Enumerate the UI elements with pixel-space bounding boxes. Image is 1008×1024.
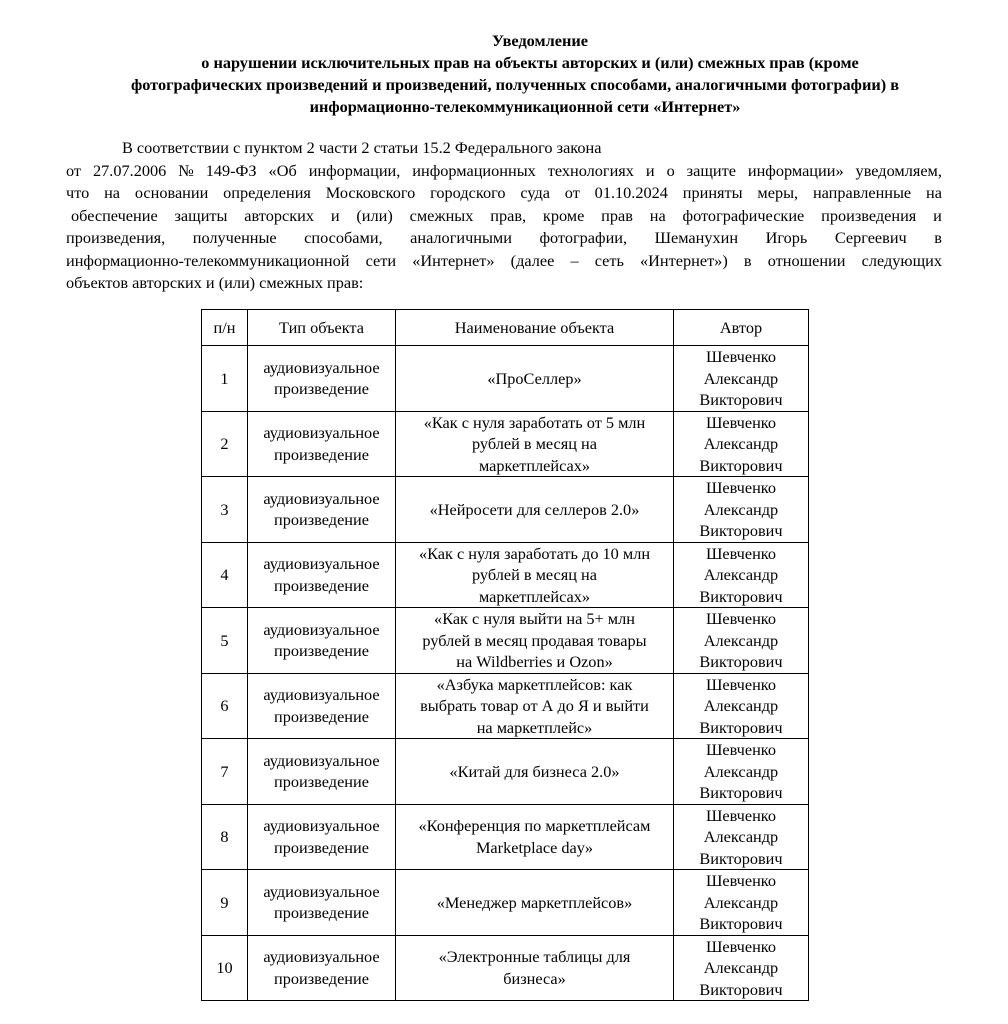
- intro-word: фотографические: [682, 205, 805, 225]
- notice-title-heading: Уведомление: [492, 31, 588, 50]
- intro-word: –: [570, 250, 579, 270]
- object-type-cell-line: произведение: [274, 706, 369, 726]
- object-name-cell: [396, 804, 674, 870]
- intro-word: 27.07.2006: [93, 160, 167, 180]
- author-cell-line: Викторович: [699, 914, 783, 933]
- intro-word: информационно-телекоммуникационной: [66, 250, 350, 270]
- row-number: 2: [202, 411, 248, 477]
- object-name-cell-line: «Китай для бизнеса 2.0»: [449, 761, 620, 781]
- object-name-cell-line: «ПроСеллер»: [487, 368, 582, 388]
- object-name-cell-line: «Как с нуля выйти на 5+ млн: [434, 609, 635, 628]
- intro-word: 149-ФЗ: [205, 160, 257, 180]
- intro-word: авторских: [244, 205, 314, 225]
- intro-word: Шеманухин: [654, 228, 739, 247]
- object-name-cell-line: рублей в месяц на: [472, 434, 597, 453]
- object-name-cell-line: «Менеджер маркетплейсов»: [436, 892, 633, 912]
- intro-word: в: [934, 228, 942, 247]
- object-type-cell-line: произведение: [274, 772, 369, 792]
- object-type-cell: [248, 477, 396, 543]
- object-name-cell: [396, 411, 674, 477]
- row-number: 5: [202, 608, 248, 674]
- intro-word: что: [66, 183, 90, 202]
- author-cell-line: Шевченко: [705, 871, 777, 890]
- author-cell-line: Александр: [703, 368, 779, 388]
- object-type-cell: [248, 346, 396, 412]
- author-cell: [674, 477, 809, 543]
- object-name-cell: [396, 346, 674, 412]
- intro-word: о: [666, 160, 675, 180]
- author-cell-line: Шевченко: [705, 936, 777, 956]
- table-row: [202, 935, 809, 1001]
- object-type-cell-line: произведение: [274, 837, 369, 857]
- object-type-cell-line: аудиовизуальное: [263, 816, 380, 836]
- object-name-cell-line: «Конференция по маркетплейсам: [418, 816, 651, 836]
- object-type-cell: [248, 673, 396, 739]
- object-name-cell-line: «Как с нуля заработать до 10 млн: [418, 543, 651, 563]
- header-object-type: Тип объекта: [248, 310, 396, 346]
- object-name-cell: [396, 477, 674, 543]
- intro-word: следующих: [861, 250, 942, 270]
- author-cell-line: Викторович: [699, 390, 783, 409]
- table-row: [202, 870, 809, 936]
- intro-word: прав: [601, 205, 633, 225]
- header-object-name: Наименование объекта: [396, 310, 674, 346]
- intro-word: «Об: [268, 160, 297, 180]
- intro-word: №: [178, 160, 194, 180]
- intro-word: 01.10.2024: [594, 183, 668, 202]
- author-cell-line: Викторович: [699, 979, 783, 999]
- row-number: 3: [202, 477, 248, 543]
- author-cell-line: Шевченко: [705, 609, 777, 628]
- object-name-cell: [396, 870, 674, 936]
- intro-word: меры,: [757, 183, 799, 202]
- intro-word: в: [743, 250, 752, 270]
- intro-line: [66, 250, 942, 273]
- row-number: 8: [202, 804, 248, 870]
- notice-title-line: о нарушении исключительных прав на объекты авторских и (или) смежных прав (кроме: [201, 53, 859, 72]
- object-name-cell-line: выбрать товар от А до Я и выйти: [420, 696, 649, 715]
- intro-word: и: [645, 160, 655, 180]
- author-cell-line: Шевченко: [705, 805, 777, 825]
- intro-word: информационных: [412, 160, 536, 180]
- row-number: 6: [202, 673, 248, 739]
- intro-word: основании: [134, 183, 209, 202]
- author-cell-line: Викторович: [699, 521, 783, 540]
- intro-word: на: [926, 183, 942, 202]
- intro-word: уведомляем,: [855, 160, 942, 180]
- object-name-cell-line: «Электронные таблицы для: [438, 947, 631, 967]
- author-cell-line: Александр: [703, 761, 779, 781]
- author-cell-line: Александр: [703, 892, 779, 912]
- intro-word: и: [933, 205, 942, 225]
- row-number: 1: [202, 346, 248, 412]
- intro-word: «Интернет»): [640, 250, 728, 270]
- author-cell-line: Викторович: [699, 848, 783, 868]
- notice-title-line: фотографических произведений и произведений, полученных способами, аналогичными фотографии) в: [130, 75, 899, 94]
- author-cell: [674, 935, 809, 1001]
- author-cell-line: Александр: [703, 499, 779, 519]
- intro-word: сеть: [594, 250, 624, 270]
- intro-word: городского: [430, 183, 506, 202]
- object-name-cell-line: маркетплейсах»: [478, 586, 591, 606]
- intro-word: произведения,: [66, 228, 166, 247]
- author-cell-line: Шевченко: [705, 412, 777, 432]
- intro-word: (или): [356, 205, 393, 225]
- header-number: п/н: [202, 310, 248, 346]
- object-type-cell-line: аудиовизуальное: [263, 423, 380, 443]
- author-cell-line: Александр: [703, 630, 779, 650]
- table-row: [202, 346, 809, 412]
- object-type-cell-line: аудиовизуальное: [263, 357, 380, 377]
- intro-line: [66, 227, 942, 250]
- object-type-cell-line: аудиовизуальное: [263, 750, 380, 770]
- header-author: Автор: [674, 310, 809, 346]
- object-name-cell: [396, 935, 674, 1001]
- intro-word: фотографии,: [539, 228, 628, 247]
- objects-table-header: [202, 310, 809, 346]
- intro-line: [66, 205, 942, 228]
- object-name-cell-line: «Нейросети для селлеров 2.0»: [429, 499, 640, 519]
- intro-word: Московского: [325, 183, 416, 202]
- intro-word: кроме: [542, 205, 585, 225]
- object-name-cell-line: рублей в месяц продавая товары: [422, 630, 647, 650]
- object-type-cell: [248, 542, 396, 608]
- table-row: [202, 411, 809, 477]
- author-cell-line: Шевченко: [705, 740, 777, 759]
- intro-word: и: [330, 205, 340, 225]
- intro-word: направленные: [812, 183, 912, 202]
- intro-word: сети: [365, 250, 397, 270]
- intro-word: защиты: [174, 205, 228, 225]
- intro-word: «Интернет»: [412, 250, 495, 270]
- author-cell: [674, 346, 809, 412]
- intro-word: определения: [223, 183, 311, 202]
- object-type-cell-line: произведение: [274, 641, 369, 661]
- object-name-cell-line: маркетплейсах»: [478, 455, 591, 475]
- intro-word: на: [104, 183, 121, 202]
- intro-line: [66, 182, 942, 205]
- intro-word: обеспечение: [71, 205, 158, 225]
- object-name-cell-line: на маркетплейс»: [476, 717, 593, 737]
- author-cell-line: Александр: [703, 696, 779, 715]
- notice-title: [40, 30, 990, 118]
- object-name-cell-line: «Азбука маркетплейсов: как: [436, 674, 633, 694]
- author-cell-line: Александр: [703, 565, 779, 584]
- object-type-cell-line: произведение: [274, 510, 369, 530]
- author-cell-line: Викторович: [699, 717, 783, 737]
- object-name-cell: [396, 673, 674, 739]
- object-name-cell: [396, 739, 674, 805]
- row-number: 7: [202, 739, 248, 805]
- author-cell-line: Шевченко: [705, 543, 777, 563]
- intro-word: Сергеевич: [834, 228, 907, 247]
- row-number: 9: [202, 870, 248, 936]
- author-cell-line: Шевченко: [705, 478, 777, 497]
- object-type-cell-line: произведение: [274, 379, 369, 399]
- object-name-cell-line: Marketplace day»: [475, 837, 594, 857]
- object-type-cell-line: аудиовизуальное: [263, 488, 380, 508]
- intro-word: прав,: [490, 205, 527, 225]
- object-name-cell: [396, 542, 674, 608]
- object-type-cell-line: аудиовизуальное: [263, 619, 380, 639]
- author-cell-line: Викторович: [699, 586, 783, 606]
- intro-word: отношении: [767, 250, 846, 270]
- notice-title-line: информационно-телекоммуникационной сети «Интернет»: [309, 97, 741, 116]
- author-cell-line: Викторович: [699, 783, 783, 802]
- intro-line: В соответствии с пунктом 2 части 2 статьи 15.2 Федерального закона: [122, 138, 602, 157]
- object-type-cell: [248, 935, 396, 1001]
- table-row: [202, 804, 809, 870]
- object-type-cell-line: произведение: [274, 575, 369, 595]
- object-type-cell: [248, 608, 396, 674]
- author-cell: [674, 542, 809, 608]
- intro-word: способами,: [304, 228, 383, 247]
- intro-word: технологиях: [547, 160, 634, 180]
- intro-word: суда: [520, 183, 550, 202]
- table-row: [202, 739, 809, 805]
- intro-word: защите: [686, 160, 736, 180]
- author-cell: [674, 673, 809, 739]
- object-type-cell: [248, 804, 396, 870]
- author-cell: [674, 804, 809, 870]
- object-name-cell-line: на Wildberries и Ozon»: [456, 652, 613, 671]
- intro-word: смежных: [409, 205, 474, 225]
- object-type-cell-line: аудиовизуальное: [263, 947, 380, 967]
- table-row: [202, 477, 809, 543]
- intro-word: произведения: [821, 205, 917, 225]
- row-number: 10: [202, 935, 248, 1001]
- author-cell: [674, 608, 809, 674]
- intro-word: от: [564, 183, 580, 202]
- table-row: [202, 608, 809, 674]
- intro-word: аналогичными: [410, 228, 512, 247]
- table-row: [202, 673, 809, 739]
- author-cell-line: Александр: [703, 827, 779, 846]
- object-type-cell-line: произведение: [274, 444, 369, 464]
- object-type-cell: [248, 870, 396, 936]
- object-type-cell-line: аудиовизуальное: [263, 685, 380, 705]
- author-cell: [674, 739, 809, 805]
- intro-word: (далее: [510, 250, 555, 270]
- object-name-cell-line: «Как с нуля заработать от 5 млн: [423, 412, 646, 432]
- intro-word: информации»: [747, 160, 844, 180]
- object-type-cell-line: аудиовизуальное: [263, 554, 380, 574]
- author-cell-line: Викторович: [699, 652, 783, 671]
- author-cell: [674, 411, 809, 477]
- notice-intro-paragraph: [66, 137, 942, 295]
- author-cell-line: Шевченко: [705, 347, 777, 366]
- object-type-cell: [248, 411, 396, 477]
- object-type-cell-line: произведение: [274, 903, 369, 923]
- object-type-cell-line: произведение: [274, 968, 369, 988]
- object-name-cell: [396, 608, 674, 674]
- intro-word: Игорь: [765, 228, 808, 247]
- table-row: [202, 542, 809, 608]
- intro-line: объектов авторских и (или) смежных прав:: [66, 273, 364, 292]
- table-header-row: [202, 310, 809, 346]
- intro-word: на: [649, 205, 666, 225]
- author-cell-line: Александр: [703, 958, 779, 977]
- object-name-cell-line: бизнеса»: [503, 968, 566, 988]
- intro-word: полученные: [192, 228, 277, 247]
- author-cell-line: Александр: [703, 434, 779, 453]
- row-number: 4: [202, 542, 248, 608]
- intro-word: информации,: [308, 160, 401, 180]
- intro-line: [66, 160, 942, 183]
- objects-table-body: [202, 346, 809, 1001]
- author-cell-line: Шевченко: [705, 674, 777, 694]
- object-type-cell-line: аудиовизуальное: [263, 881, 380, 901]
- author-cell: [674, 870, 809, 936]
- objects-table: [201, 309, 809, 1001]
- intro-word: от: [66, 160, 82, 180]
- object-name-cell-line: рублей в месяц на: [472, 565, 597, 584]
- object-type-cell: [248, 739, 396, 805]
- intro-word: приняты: [682, 183, 743, 202]
- author-cell-line: Викторович: [699, 455, 783, 475]
